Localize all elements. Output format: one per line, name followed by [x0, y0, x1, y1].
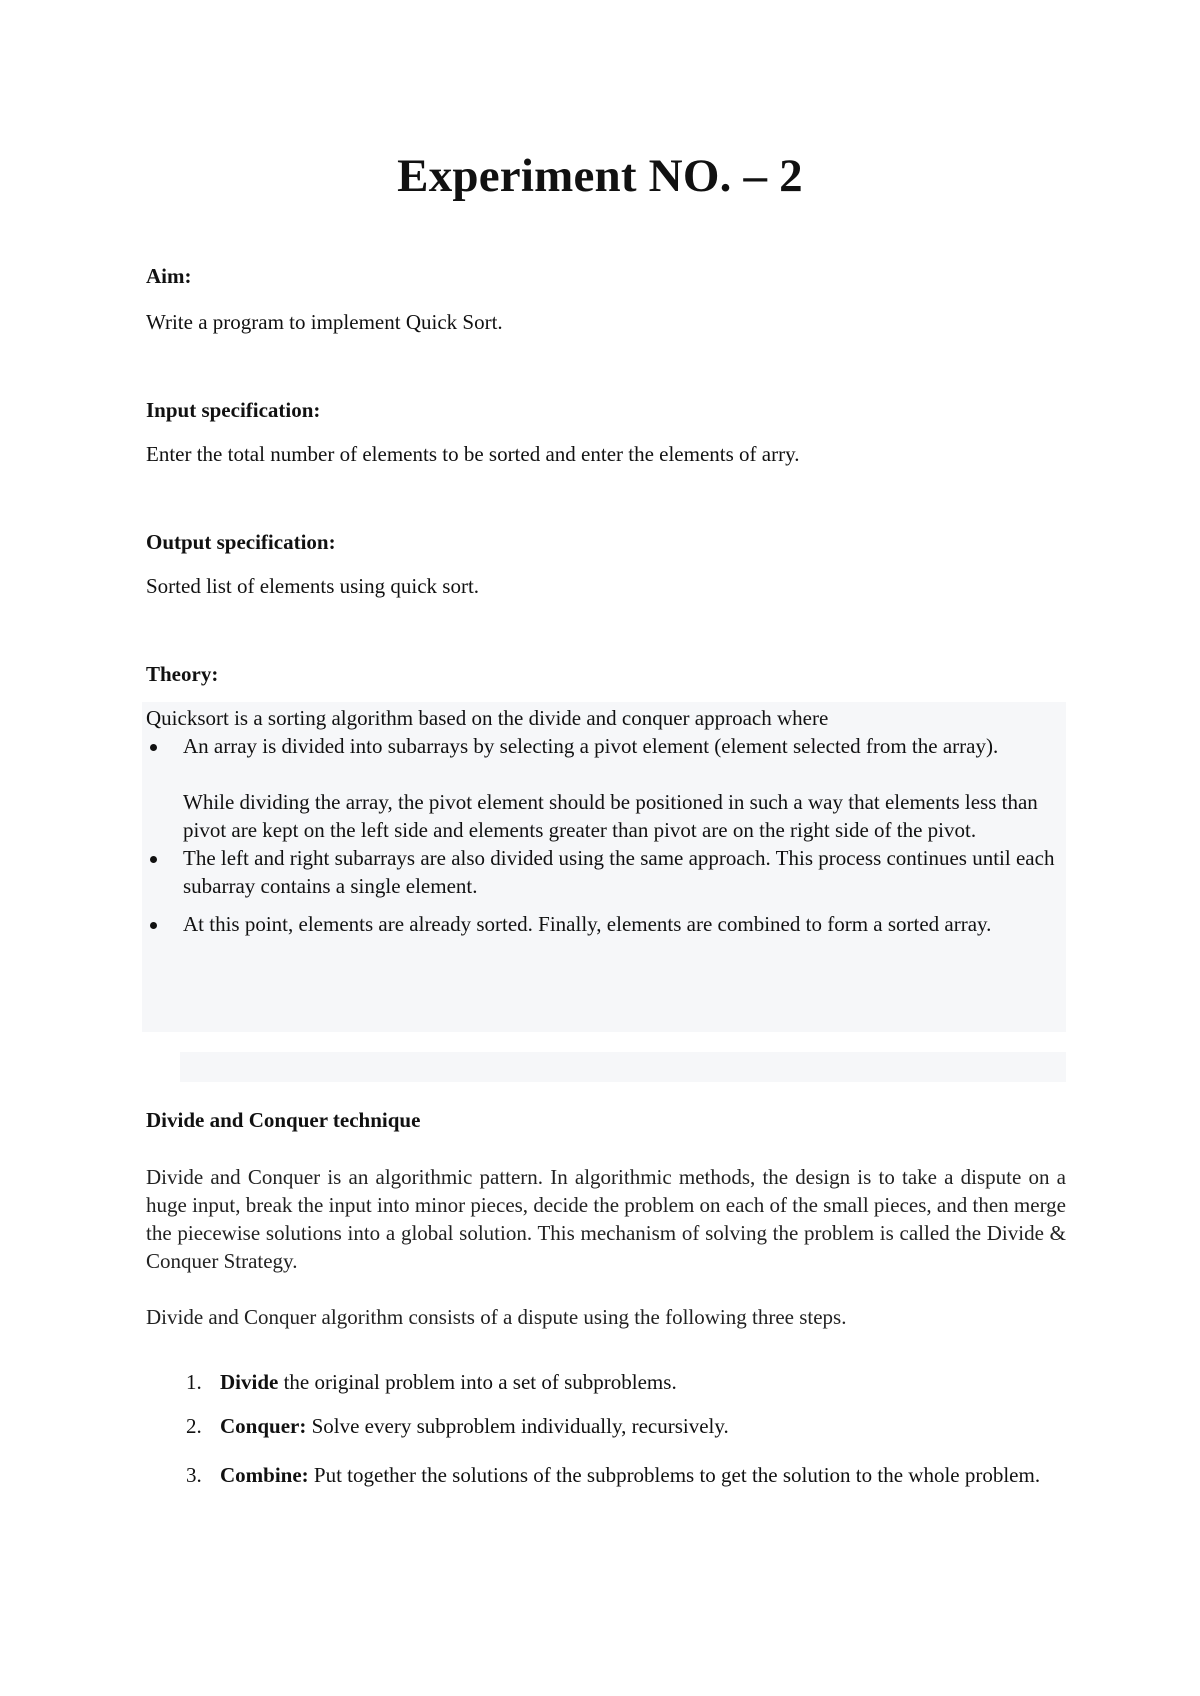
step-text: the original problem into a set of subproblems. [278, 1370, 677, 1394]
bullet-text: The left and right subarrays are also divided using the same approach. This process continues until each subarray contains a single element. [183, 846, 1055, 898]
aim-heading: Aim: [146, 264, 192, 288]
step-text: Put together the solutions of the subproblems to get the solution to the whole problem. [308, 1463, 1041, 1487]
output-spec-heading: Output specification: [146, 530, 336, 554]
step-term: Combine: [220, 1463, 309, 1487]
input-spec-heading: Input specification: [146, 398, 321, 422]
bullet-icon [150, 856, 157, 863]
theory-bullet-list [146, 732, 1066, 938]
step-text: Solve every subproblem individually, recursively. [306, 1414, 729, 1438]
list-item [146, 732, 1066, 844]
divide-conquer-heading: Divide and Conquer technique [146, 1108, 421, 1132]
bullet-icon [150, 744, 157, 751]
bullet-icon [150, 922, 157, 929]
aim-text: Write a program to implement Quick Sort. [146, 310, 503, 334]
list-item [146, 910, 1066, 938]
step-number: 3. [186, 1463, 202, 1487]
theory-heading: Theory: [146, 662, 219, 686]
step-number: 1. [186, 1370, 202, 1394]
bullet-continuation: While dividing the array, the pivot element should be positioned in such a way that elements less than pivot are kept on the left side and elements greater than pivot are on the right side of the pivot. [183, 790, 1038, 842]
divide-conquer-paragraph-2: Divide and Conquer algorithm consists of a dispute using the following three steps. [146, 1305, 847, 1329]
list-item [146, 844, 1066, 900]
step-number: 2. [186, 1414, 202, 1438]
bullet-text: At this point, elements are already sorted. Finally, elements are combined to form a sorted array. [183, 912, 992, 936]
page-title: Experiment NO. – 2 [397, 150, 803, 202]
output-spec-text: Sorted list of elements using quick sort. [146, 574, 480, 598]
theory-content [146, 704, 1066, 938]
steps-list [146, 1368, 1066, 1494]
list-item [146, 1456, 1066, 1494]
step-term: Divide [220, 1370, 279, 1394]
theory-shaded-strip [180, 1052, 1066, 1082]
input-spec-text: Enter the total number of elements to be sorted and enter the elements of arry. [146, 442, 800, 466]
theory-intro: Quicksort is a sorting algorithm based on the divide and conquer approach where [146, 706, 829, 730]
list-item [146, 1368, 1066, 1396]
divide-conquer-paragraph-1: Divide and Conquer is an algorithmic pattern. In algorithmic methods, the design is to take a dispute on a huge input, break the input into minor pieces, decide the problem on each of the small pieces, and then merge the piecewise solutions into a global solution. This mechanism of solving the problem is called the Divide & Conquer Strategy. [146, 1165, 1066, 1273]
bullet-text: An array is divided into subarrays by selecting a pivot element (element selected from the array). [183, 734, 999, 758]
step-term: Conquer: [220, 1414, 307, 1438]
list-item [146, 1412, 1066, 1440]
